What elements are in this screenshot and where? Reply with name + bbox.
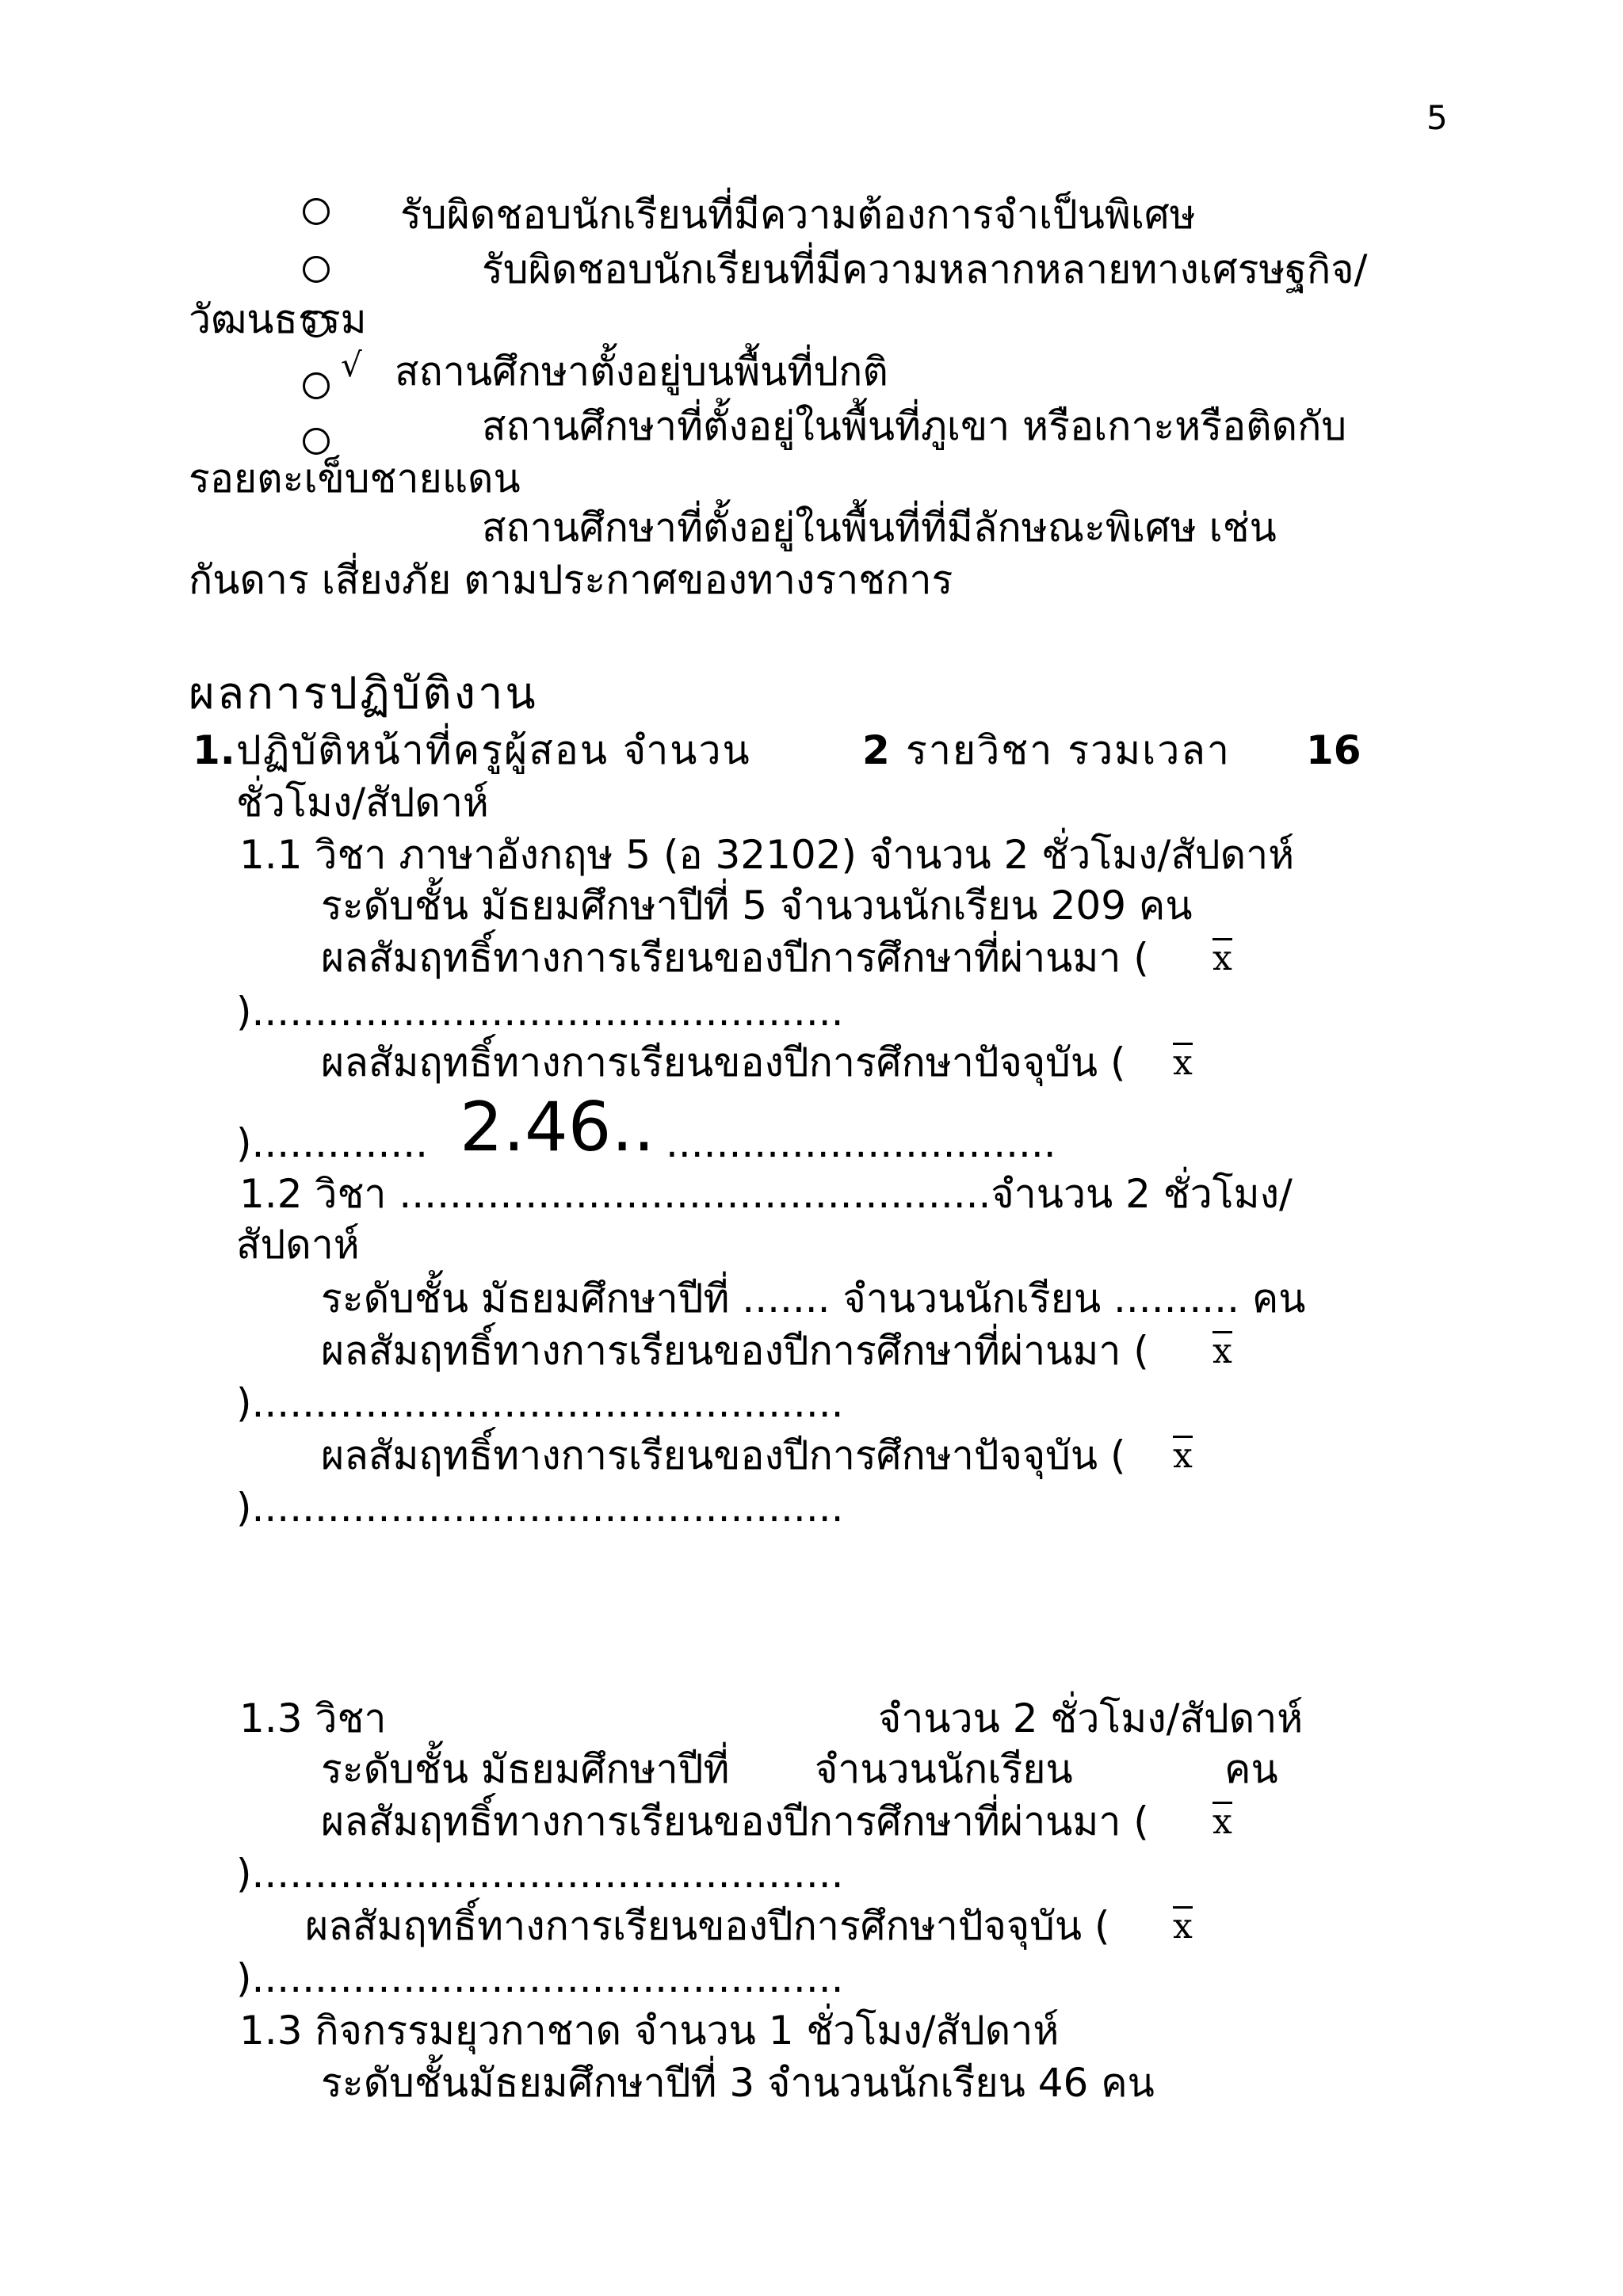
sub2-curr-label: ผลสัมฤทธิ์ทางการเรียนของปีการศึกษาปัจจุบัน ( bbox=[321, 1432, 1126, 1478]
item1-hours: 16 bbox=[1306, 727, 1361, 773]
item1-text-a: ปฏิบัติหน้าที่ครูผู้สอน จำนวน bbox=[236, 727, 751, 773]
radio-circle-icon bbox=[303, 428, 330, 455]
sub2-level: ระดับชั้น มัธยมศึกษาปีที่ ....... จำนวนนักเรียน .......... คน bbox=[321, 1276, 1306, 1322]
x-bar-symbol: x bbox=[1212, 1331, 1232, 1371]
sub1-title: 1.1 วิชา ภาษาอังกฤษ 5 (อ 32102) จำนวน 2 ชั่วโมง/สัปดาห์ bbox=[239, 832, 1295, 878]
sub3-level-students: จำนวนนักเรียน bbox=[815, 1746, 1073, 1792]
sub1-prev-value: )............................................... bbox=[236, 989, 844, 1035]
sub3-curr-label: ผลสัมฤทธิ์ทางการเรียนของปีการศึกษาปัจจุบัน ( bbox=[305, 1903, 1110, 1949]
sub4-title: 1.3 กิจกรรมยุวกาชาด จำนวน 1 ชั่วโมง/สัปดาห์ bbox=[239, 2008, 1060, 2054]
x-bar-symbol: x bbox=[1173, 1436, 1193, 1476]
sub1-curr-prefix: ).............. bbox=[236, 1120, 429, 1166]
item1-subject-count: 2 bbox=[862, 727, 890, 773]
sub3-curr-value: )............................................... bbox=[236, 1955, 844, 2001]
section-heading: ผลการปฏิบัติงาน bbox=[189, 668, 538, 719]
x-bar-symbol: x bbox=[1173, 1043, 1193, 1083]
option-mountain-line2: รอยตะเข็บชายแดน bbox=[189, 456, 521, 502]
sub1-curr-suffix: ............................... bbox=[666, 1120, 1056, 1166]
sub1-level: ระดับชั้น มัธยมศึกษาปีที่ 5 จำนวนนักเรียน 209 คน bbox=[321, 883, 1193, 929]
radio-circle-icon bbox=[303, 311, 330, 338]
x-bar-symbol: x bbox=[1212, 938, 1232, 978]
option-special-needs: รับผิดชอบนักเรียนที่มีความต้องการจำเป็นพิเศษ bbox=[400, 192, 1196, 238]
sub1-prev-label: ผลสัมฤทธิ์ทางการเรียนของปีการศึกษาที่ผ่านมา ( bbox=[321, 935, 1149, 981]
item1-number: 1. bbox=[193, 727, 235, 773]
sub3-title: 1.3 วิชา bbox=[239, 1695, 387, 1741]
sub3-level: ระดับชั้น มัธยมศึกษาปีที่ bbox=[321, 1746, 730, 1792]
sub1-curr-label: ผลสัมฤทธิ์ทางการเรียนของปีการศึกษาปัจจุบัน ( bbox=[321, 1039, 1126, 1085]
radio-circle-icon bbox=[303, 372, 330, 399]
sub2-curr-value: )............................................... bbox=[236, 1485, 844, 1531]
sub3-prev-label: ผลสัมฤทธิ์ทางการเรียนของปีการศึกษาที่ผ่านมา ( bbox=[321, 1798, 1149, 1844]
sub3-prev-value: )............................................... bbox=[236, 1851, 844, 1897]
checkmark-icon: √ bbox=[341, 345, 362, 384]
page-number: 5 bbox=[1426, 98, 1448, 137]
x-bar-symbol: x bbox=[1212, 1802, 1232, 1842]
item1-text-b: รายวิชา รวมเวลา bbox=[906, 727, 1231, 773]
sub3-title-hours: จำนวน 2 ชั่วโมง/สัปดาห์ bbox=[878, 1695, 1304, 1741]
option-diversity-line1: รับผิดชอบนักเรียนที่มีความหลากหลายทางเศรษฐกิจ/ bbox=[482, 246, 1368, 292]
item1-text-c: ชั่วโมง/สัปดาห์ bbox=[236, 780, 489, 826]
option-special-area-line1: สถานศึกษาที่ตั้งอยู่ในพื้นที่ที่มีลักษณะพิเศษ เช่น bbox=[482, 505, 1277, 551]
option-diversity-line2: วัฒนธรรม bbox=[189, 296, 367, 342]
sub3-level-unit: คน bbox=[1224, 1746, 1278, 1792]
radio-circle-icon bbox=[303, 256, 330, 283]
option-special-area-line2: กันดาร เสี่ยงภัย ตามประกาศของทางราชการ bbox=[189, 557, 953, 603]
option-mountain-line1: สถานศึกษาที่ตั้งอยู่ในพื้นที่ภูเขา หรือเกาะหรือติดกับ bbox=[482, 403, 1347, 449]
sub4-level: ระดับชั้นมัธยมศึกษาปีที่ 3 จำนวนนักเรียน 46 คน bbox=[321, 2060, 1155, 2106]
sub1-curr-score: 2.46.. bbox=[460, 1088, 655, 1167]
sub2-title-cont: สัปดาห์ bbox=[236, 1222, 360, 1268]
sub2-prev-label: ผลสัมฤทธิ์ทางการเรียนของปีการศึกษาที่ผ่านมา ( bbox=[321, 1328, 1149, 1374]
sub2-prev-value: )............................................... bbox=[236, 1380, 844, 1426]
option-normal-area: สถานศึกษาตั้งอยู่บนพื้นที่ปกติ bbox=[395, 349, 888, 395]
radio-circle-icon bbox=[303, 198, 330, 225]
sub2-title: 1.2 วิชา ...............................................จำนวน 2 ชั่วโมง/ bbox=[239, 1171, 1293, 1217]
x-bar-symbol: x bbox=[1173, 1906, 1193, 1947]
